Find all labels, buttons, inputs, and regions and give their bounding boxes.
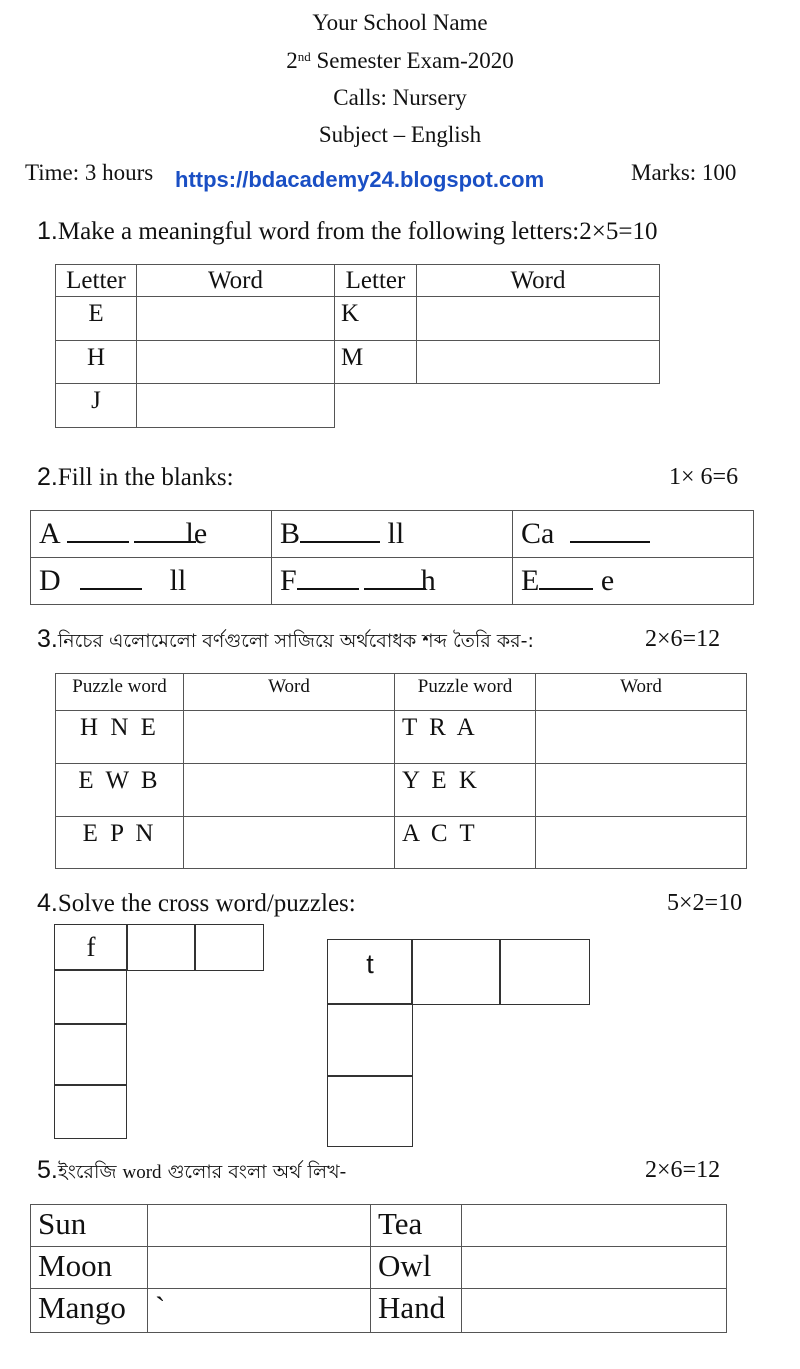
q5-answer-cell[interactable]: [462, 1247, 727, 1289]
crossword-cell[interactable]: [499, 939, 590, 1005]
q4-text: Solve the cross word/puzzles:: [57, 890, 356, 917]
q2-item-end: h: [420, 564, 436, 597]
blank-line[interactable]: [67, 511, 129, 543]
blank-line[interactable]: [539, 558, 593, 590]
q1-header-letter-1: Letter: [56, 265, 137, 297]
q2-text: Fill in the blanks:: [57, 464, 234, 491]
q2-blanks-table: [30, 510, 754, 605]
q1-empty: [335, 384, 417, 428]
blank-line[interactable]: [364, 558, 426, 590]
blank-line[interactable]: [300, 511, 380, 543]
exam-title-text: Semester Exam-2020: [310, 48, 514, 73]
q4-number: 4.: [37, 889, 58, 917]
crossword-cell[interactable]: [126, 924, 196, 971]
total-marks: Marks: 100: [631, 160, 737, 185]
q3-answer-cell[interactable]: [536, 764, 747, 817]
q1-header-word-2: Word: [417, 265, 660, 297]
q5-answer-cell[interactable]: [462, 1289, 727, 1333]
q1-letter: M: [335, 341, 417, 384]
q5-number: 5.: [37, 1156, 58, 1184]
q1-answer-cell[interactable]: [417, 297, 660, 341]
q2-item-start: A: [39, 517, 67, 550]
q2-item[interactable]: [31, 558, 272, 605]
crossword-cell-start[interactable]: f: [54, 924, 128, 971]
q1-header-letter-2: Letter: [335, 265, 417, 297]
q2-item-start: B: [280, 517, 301, 550]
q2-item[interactable]: [272, 558, 513, 605]
q1-letter: K: [335, 297, 417, 341]
blank-line[interactable]: [80, 558, 142, 590]
q2-item[interactable]: [513, 511, 754, 558]
q1-answer-cell[interactable]: [137, 297, 335, 341]
q3-puzzle-word: Y E K: [395, 764, 536, 817]
blank-line[interactable]: [570, 511, 650, 543]
q5-word: Sun: [31, 1205, 148, 1247]
q5-heading: [37, 1155, 346, 1188]
crossword-cell[interactable]: [54, 1023, 127, 1086]
q1-answer-cell[interactable]: [417, 341, 660, 384]
q2-number: 2.: [37, 463, 58, 491]
q1-empty: [417, 384, 660, 428]
q3-heading: [37, 624, 534, 656]
q2-item-end: ll: [162, 564, 187, 597]
exam-time: Time: 3 hours: [25, 160, 154, 185]
q1-answer-cell[interactable]: [137, 341, 335, 384]
crossword-cell[interactable]: [54, 1084, 127, 1139]
class-line: Calls: Nursery: [333, 85, 467, 110]
q2-item-end: le: [185, 517, 208, 550]
q2-item[interactable]: [272, 511, 513, 558]
q2-item[interactable]: [513, 558, 754, 605]
q2-heading: [37, 462, 234, 493]
q3-answer-cell[interactable]: [536, 817, 747, 869]
q4-marks: 5×2=10: [667, 890, 743, 916]
q3-puzzle-word: T R A: [395, 711, 536, 764]
q2-marks: 1× 6=6: [669, 464, 739, 490]
q3-puzzle-word: E W B: [56, 764, 184, 817]
q2-item-start: E: [521, 564, 540, 597]
q2-item-end: ll: [380, 517, 405, 550]
q1-letter-table: [55, 264, 660, 428]
q5-word: Mango: [31, 1289, 148, 1333]
q3-puzzle-word: E P N: [56, 817, 184, 869]
q5-answer-cell[interactable]: `: [148, 1289, 371, 1333]
q5-answer-cell[interactable]: [148, 1205, 371, 1247]
q3-puzzle-word: H N E: [56, 711, 184, 764]
q5-word: Owl: [371, 1247, 462, 1289]
school-name: Your School Name: [312, 10, 488, 35]
q3-header-puzzle-2: Puzzle word: [395, 674, 536, 711]
q3-puzzle-word: A C T: [395, 817, 536, 869]
website-link[interactable]: https://bdacademy24.blogspot.com: [175, 167, 545, 192]
q1-header-word-1: Word: [137, 265, 335, 297]
q2-item-start: Ca: [521, 517, 562, 550]
q4-heading: [37, 888, 356, 919]
q5-word: Tea: [371, 1205, 462, 1247]
q3-header-puzzle-1: Puzzle word: [56, 674, 184, 711]
q1-answer-cell[interactable]: [137, 384, 335, 428]
q1-number: 1.: [37, 217, 58, 245]
q5-text-word: word: [122, 1162, 162, 1183]
blank-line[interactable]: [297, 558, 359, 590]
q2-item-end: e: [593, 564, 615, 597]
exam-title: [0, 47, 800, 75]
crossword-cell[interactable]: [54, 969, 127, 1025]
q3-header-word-2: Word: [536, 674, 747, 711]
q1-heading: [37, 216, 657, 247]
q5-text-prefix: ইংরেজি: [57, 1161, 123, 1183]
q3-answer-cell[interactable]: [184, 711, 395, 764]
q5-answer-cell[interactable]: [148, 1247, 371, 1289]
crossword-cell[interactable]: [327, 1003, 413, 1077]
q3-puzzle-table: [55, 673, 747, 869]
q3-marks: 2×6=12: [645, 626, 721, 652]
exam-ordinal-suffix: nd: [297, 49, 311, 64]
exam-ordinal-num: 2: [286, 48, 298, 73]
q1-letter: E: [56, 297, 137, 341]
q2-item-start: D: [39, 564, 69, 597]
q1-text: Make a meaningful word from the following letters:2×5=10: [57, 218, 658, 245]
q5-marks: 2×6=12: [645, 1157, 721, 1183]
crossword-cell[interactable]: [194, 924, 264, 971]
q3-answer-cell[interactable]: [184, 817, 395, 869]
q3-text: নিচের এলোমেলো বর্ণগুলো সাজিয়ে অর্থবোধক শব্দ তৈরি কর-:: [57, 630, 534, 652]
q5-word: Moon: [31, 1247, 148, 1289]
crossword-cell-start[interactable]: t: [327, 939, 413, 1005]
q5-meaning-table: [30, 1204, 727, 1333]
q3-answer-cell[interactable]: [184, 764, 395, 817]
q3-header-word-1: Word: [184, 674, 395, 711]
q5-text-suffix: গুলোর বংলা অর্থ লিখ-: [161, 1161, 347, 1183]
crossword-cell[interactable]: [327, 1075, 413, 1147]
q5-answer-cell[interactable]: [462, 1205, 727, 1247]
q2-item-start: F: [280, 564, 297, 597]
subject-line: Subject – English: [318, 122, 482, 147]
q3-answer-cell[interactable]: [536, 711, 747, 764]
q1-letter: H: [56, 341, 137, 384]
q2-item[interactable]: [31, 511, 272, 558]
q1-letter: J: [56, 384, 137, 428]
crossword-cell[interactable]: [411, 939, 501, 1005]
q5-word: Hand: [371, 1289, 462, 1333]
q3-number: 3.: [37, 625, 58, 653]
